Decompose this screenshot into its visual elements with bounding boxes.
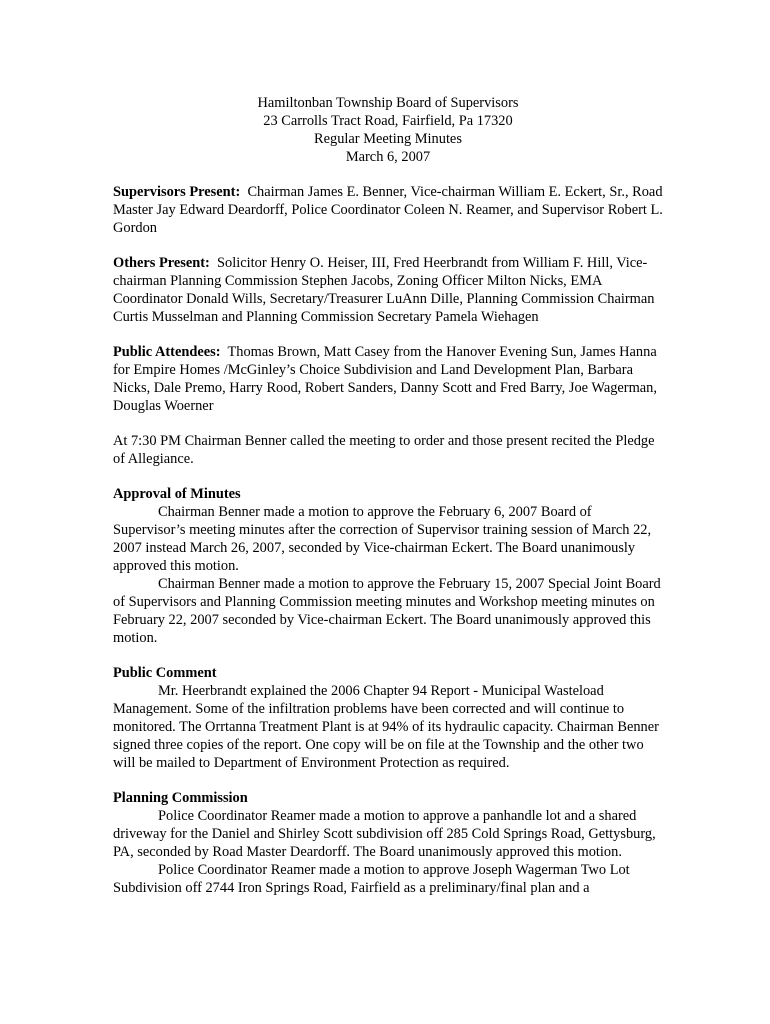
section-public-comment [113,664,663,772]
paragraph: Police Coordinator Reamer made a motion to approve Joseph Wagerman Two Lot Subdivision off 2744 Iron Springs Road, Fairfield as a preliminary/final plan and a [113,862,630,896]
supervisors-label: Supervisors Present: [113,184,241,200]
document-header [113,94,663,166]
call-to-order: At 7:30 PM Chairman Benner called the meeting to order and those present recited the Pledge of Allegiance. [113,433,655,467]
section-approval-of-minutes [113,485,663,647]
header-township: Hamiltonban Township Board of Supervisors [257,95,519,111]
header-date: March 6, 2007 [345,149,431,165]
section-heading: Approval of Minutes [113,486,241,502]
others-text: Solicitor Henry O. Heiser, III, Fred Heerbrandt from William F. Hill, Vice-chairman Planning Commission Stephen Jacobs, Zoning Officer Milton Nicks, EMA Coordinator Donald Wills, Secretary/Treasurer LuAnn Dille, Planning Commission Chairman Curtis Musselman and Planning Commission Secretary Pamela Wiehagen [113,255,655,325]
paragraph: Chairman Benner made a motion to approve the February 6, 2007 Board of Supervisor’s meeting minutes after the correction of Supervisor training session of March 22, 2007 instead March 26, 2007, seconded by Vice-chairman Eckert. The Board unanimously approved this motion. [113,504,652,574]
attendees-label: Public Attendees: [113,344,221,360]
others-present [113,254,663,326]
supervisors-present [113,183,663,237]
section-planning-commission [113,789,663,897]
paragraph: Police Coordinator Reamer made a motion to approve a panhandle lot and a shared driveway for the Daniel and Shirley Scott subdivision off 285 Cold Springs Road, Gettysburg, PA, seconded by Road Master Deardorff. The Board unanimously approved this motion. [113,808,656,860]
others-label: Others Present: [113,255,210,271]
paragraph: Chairman Benner made a motion to approve the February 15, 2007 Special Joint Board of Supervisors and Planning Commission meeting minutes and Workshop meeting minutes on February 22, 2007 seconded by Vice-chairman Eckert. The Board unanimously approved this motion. [113,576,661,646]
section-heading: Planning Commission [113,790,248,806]
supervisors-text: Chairman James E. Benner, Vice-chairman William E. Eckert, Sr., Road Master Jay Edward Deardorff, Police Coordinator Coleen N. Reamer, and Supervisor Robert L. Gordon [113,184,663,236]
section-heading: Public Comment [113,665,217,681]
public-attendees [113,343,663,415]
header-address: 23 Carrolls Tract Road, Fairfield, Pa 17320 [263,113,513,129]
attendees-text: Thomas Brown, Matt Casey from the Hanover Evening Sun, James Hanna for Empire Homes /McGinley’s Choice Subdivision and Land Development Plan, Barbara Nicks, Dale Premo, Harry Rood, Robert Sanders, Danny Scott and Fred Barry, Joe Wagerman, Douglas Woerner [113,344,657,414]
paragraph: Mr. Heerbrandt explained the 2006 Chapter 94 Report - Municipal Wasteload Management. Some of the infiltration problems have been corrected and will continue to monitored. The Orrtanna Treatment Plant is at 94% of its hydraulic capacity. Chairman Benner signed three copies of the report. One copy will be on file at the Township and the other two will be mailed to Department of Environment Protection as required. [113,683,659,771]
minutes-body [113,94,663,897]
header-meeting-type: Regular Meeting Minutes [314,131,462,147]
